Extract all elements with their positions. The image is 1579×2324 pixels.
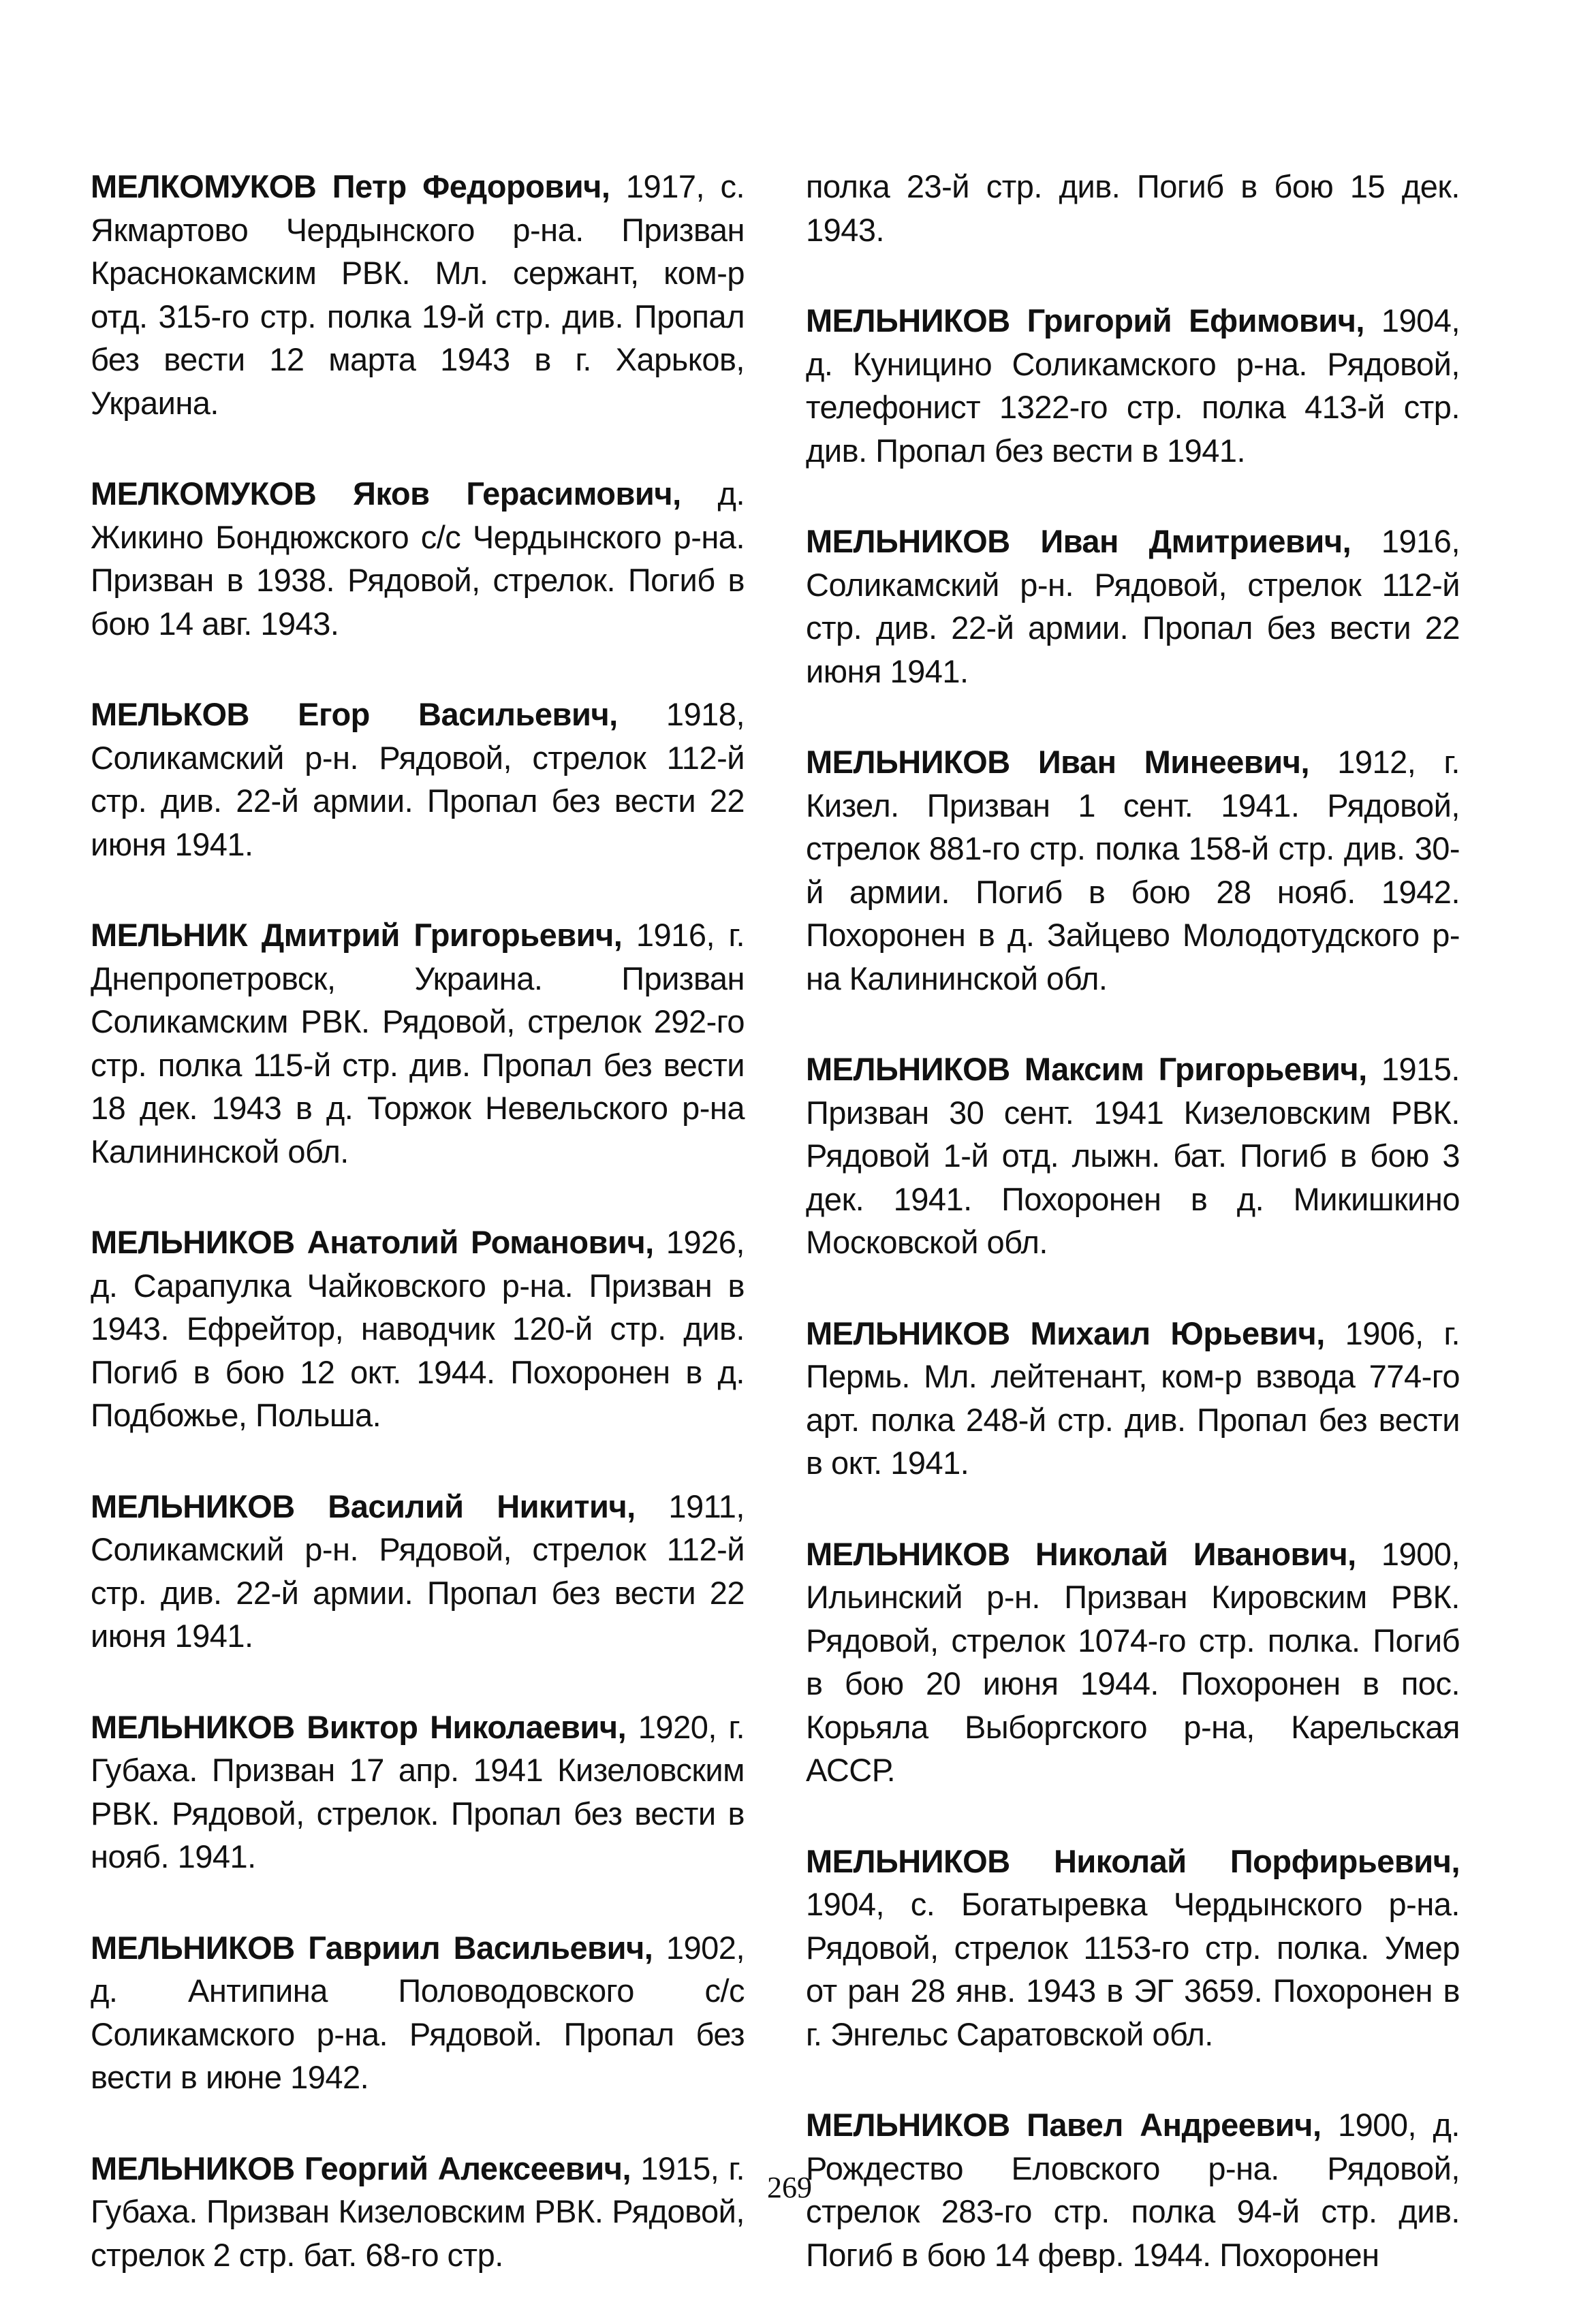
entry-text: 1902, д. Антипина Половодовского с/с Соликамского р-на. Рядовой. Пропал без вести в июне 1942. — [91, 1929, 745, 2095]
entry-name: МЕЛЬНИКОВ Василий Никитич, — [91, 1488, 636, 1524]
entry-name: МЕЛЬКОВ Егор Васильевич, — [91, 696, 618, 732]
entry-text: 1911, Соликамский р-н. Рядовой, стрелок 112-й стр. див. 22-й армии. Пропал без вести 22 июня 1941. — [91, 1488, 745, 1654]
entry — [806, 520, 1460, 693]
entry — [806, 1533, 1460, 1792]
entry-name: МЕЛЬНИКОВ Павел Андреевич, — [806, 2107, 1322, 2143]
entry — [91, 913, 745, 1173]
entry-text: 1916, г. Днепропетровск, Украина. Призван Соликамским РВК. Рядовой, стрелок 292-го стр. полка 115-й стр. див. Пропал без вести 18 дек. 1943 в д. Торжок Невельского р-на Калининской обл. — [91, 917, 745, 1169]
entry-name: МЕЛЬНИКОВ Виктор Николаевич, — [91, 1708, 627, 1745]
entry-text: 1900, д. Рождество Еловского р-на. Рядовой, стрелок 283-го стр. полка 94-й стр. див. Погиб в бою 14 февр. 1944. Похоронен — [806, 2107, 1460, 2273]
entry-text: 1918, Соликамский р-н. Рядовой, стрелок 112-й стр. див. 22-й армии. Пропал без вести 22 июня 1941. — [91, 696, 745, 862]
entry-text: 1906, г. Пермь. Мл. лейтенант, ком-р взвода 774-го арт. полка 248-й стр. див. Пропал без вести в окт. 1941. — [806, 1315, 1460, 1481]
entry-text: 1920, г. Губаха. Призван 17 апр. 1941 Кизеловским РВК. Рядовой, стрелок. Пропал без вести в нояб. 1941. — [91, 1708, 745, 1874]
entry-text: 1916, Соликамский р-н. Рядовой, стрелок 112-й стр. див. 22-й армии. Пропал без вести 22 июня 1941. — [806, 523, 1460, 689]
entry — [91, 1926, 745, 2099]
entry — [806, 299, 1460, 472]
entry-name: МЕЛКОМУКОВ Яков Герасимович, — [91, 475, 681, 512]
left-column — [91, 165, 745, 2324]
entry — [91, 472, 745, 645]
right-column — [806, 165, 1460, 2324]
entry-name: МЕЛЬНИКОВ Григорий Ефимович, — [806, 302, 1364, 339]
entry-text: 1900, Ильинский р-н. Призван Кировским РВК. Рядовой, стрелок 1074-го стр. полка. Погиб в бою 20 июня 1944. Похоронен в пос. Корьяла Выборгского р-на, Карельская АССР. — [806, 1535, 1460, 1788]
entry — [806, 1312, 1460, 1485]
entry-name: МЕЛЬНИКОВ Иван Дмитриевич, — [806, 523, 1351, 559]
entry-text: 1904, д. Куницино Соликамского р-на. Рядовой, телефонист 1322-го стр. полка 413-й стр. див. Пропал без вести в 1941. — [806, 302, 1460, 469]
entry — [806, 1048, 1460, 1264]
entry — [806, 1840, 1460, 2056]
entry-name: МЕЛЬНИКОВ Гавриил Васильевич, — [91, 1929, 653, 1966]
entry-name: МЕЛЬНИКОВ Анатолий Романович, — [91, 1224, 654, 1260]
entry-text: 1912, г. Кизел. Призван 1 сент. 1941. Рядовой, стрелок 881-го стр. полка 158-й стр. див. 30-й армии. Погиб в бою 28 нояб. 1942. Похоронен в д. Зайцево Молодотудского р-на Калининской обл. — [806, 744, 1460, 996]
entry — [91, 693, 745, 866]
entry-name: МЕЛЬНИКОВ Иван Минеевич, — [806, 744, 1309, 780]
entry-continuation: полка 23-й стр. див. Погиб в бою 15 дек. 1943. — [806, 168, 1460, 248]
entry — [91, 1485, 745, 1658]
entry-text: д. Жикино Бондюжского с/с Чердынского р-на. Призван в 1938. Рядовой, стрелок. Погиб в бою 14 авг. 1943. — [91, 475, 745, 642]
entry-name: МЕЛЬНИКОВ Николай Порфирьевич, — [806, 1842, 1460, 1879]
entry — [91, 165, 745, 424]
entry — [806, 740, 1460, 1000]
entry-name: МЕЛЬНИКОВ Максим Григорьевич, — [806, 1051, 1367, 1087]
entry-text: 1904, с. Богатыревка Чердынского р-на. Рядовой, стрелок 1153-го стр. полка. Умер от ран 28 янв. 1943 в ЭГ 3659. Похоронен в г. Энгельс Саратовской обл. — [806, 1886, 1460, 2052]
entry-text: 1915. Призван 30 сент. 1941 Кизеловским РВК. Рядовой 1-й отд. лыжн. бат. Погиб в бою 3 дек. 1941. Похоронен в д. Микишкино Московской обл. — [806, 1051, 1460, 1260]
entry — [91, 2147, 745, 2277]
entry-name: МЕЛЬНИКОВ Николай Иванович, — [806, 1535, 1356, 1572]
entry — [91, 1221, 745, 1437]
page-number: 269 — [767, 2171, 812, 2204]
entry-name: МЕЛЬНИКОВ Георгий Алексеевич, — [91, 2150, 631, 2186]
entry-name: МЕЛЬНИК Дмитрий Григорьевич, — [91, 917, 623, 953]
entry-name: МЕЛЬНИКОВ Михаил Юрьевич, — [806, 1315, 1325, 1351]
entry — [91, 1706, 745, 1879]
entry-text: 1917, с. Якмартово Чердынского р-на. Призван Краснокамским РВК. Мл. сержант, ком-р отд. 315-го стр. полка 19-й стр. див. Пропал без вести 12 марта 1943 в г. Харьков, Украина. — [91, 168, 745, 421]
entry-text: 1926, д. Сарапулка Чайковского р-на. Призван в 1943. Ефрейтор, наводчик 120-й стр. див. Погиб в бою 12 окт. 1944. Похоронен в д. Подбожье, Польша. — [91, 1224, 745, 1433]
entry-name: МЕЛКОМУКОВ Петр Федорович, — [91, 168, 610, 204]
entry-text: 1915, г. Губаха. Призван Кизеловским РВК. Рядовой, стрелок 2 стр. бат. 68-го стр. — [91, 2150, 745, 2273]
